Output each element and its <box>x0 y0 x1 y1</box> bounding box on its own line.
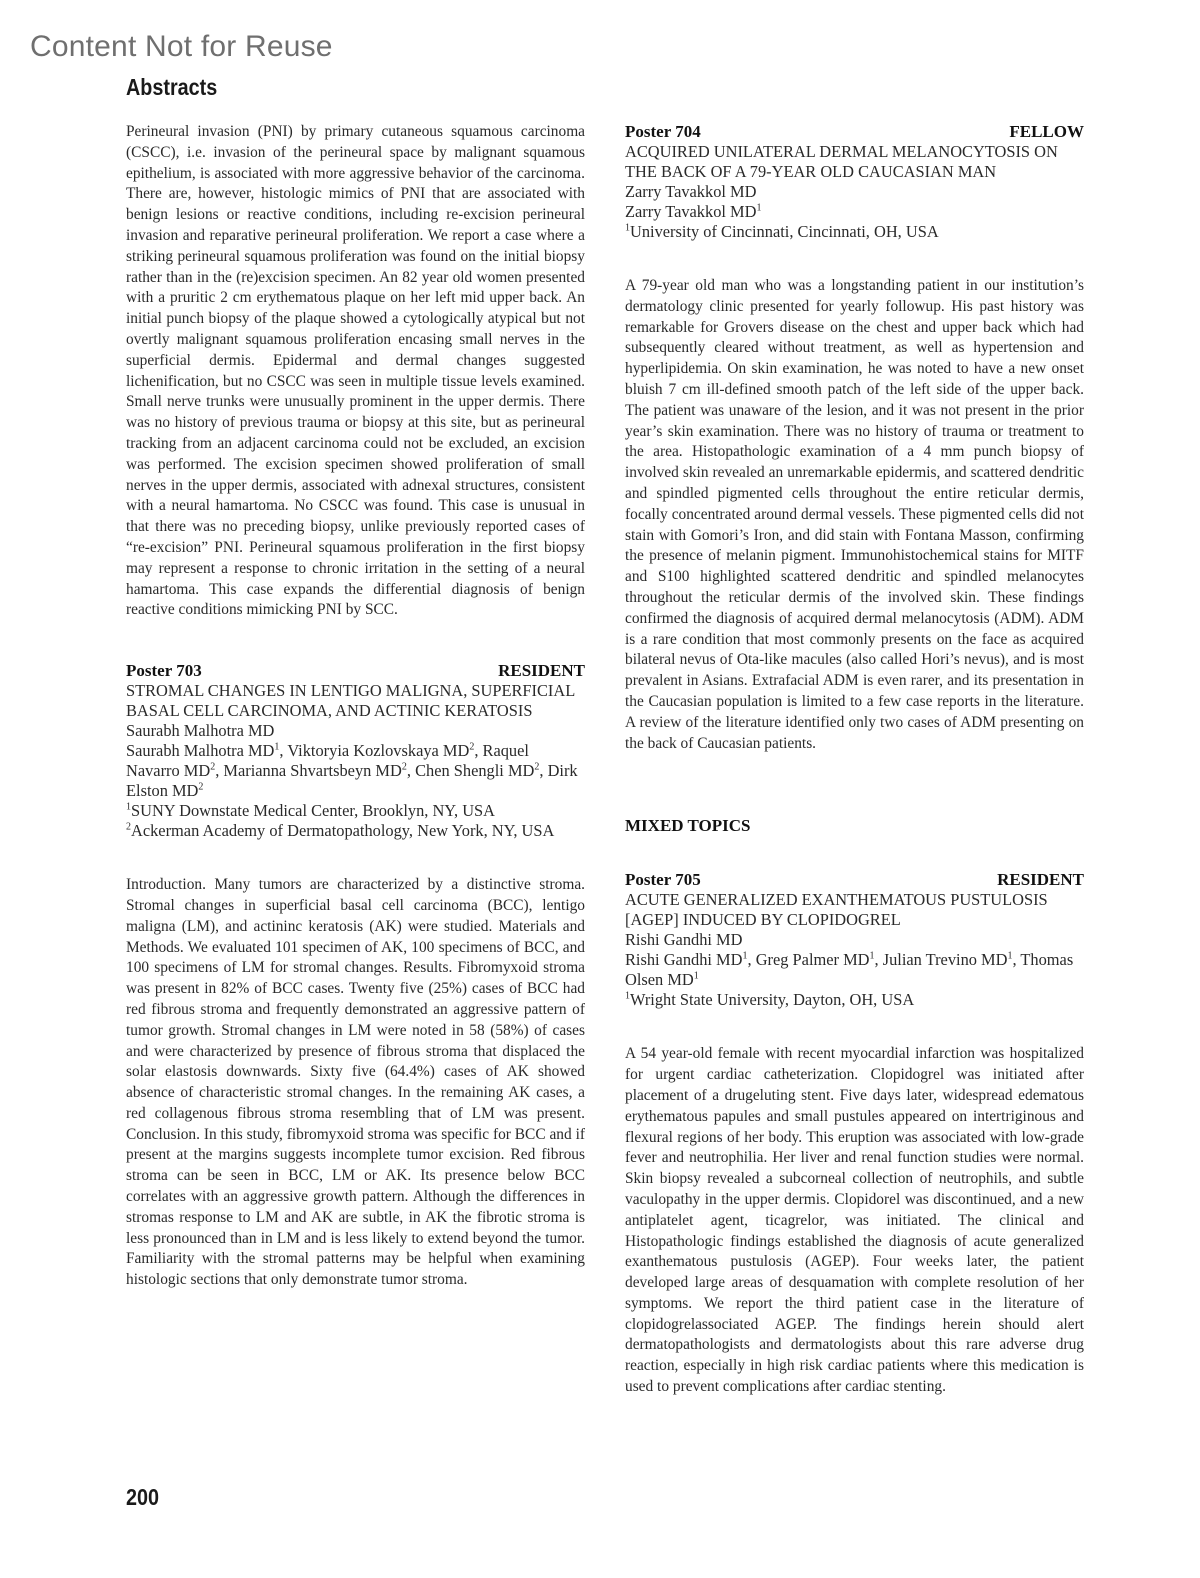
section-title: Abstracts <box>126 74 218 100</box>
right-column <box>625 122 1084 1398</box>
author-affiliation-marker: 1 <box>1007 950 1013 962</box>
author-separator: , <box>279 741 288 761</box>
author-affiliation-marker: 2 <box>401 761 407 773</box>
author-affiliation-marker: 2 <box>534 761 540 773</box>
author-separator: , <box>874 950 883 970</box>
author-name: Raquel Navarro MD <box>126 741 529 781</box>
poster-705-abstract: A 54 year-old female with recent myocardial infarction was hospitalized for urgent cardiac catheterization. Clopidogrel was initiated after placement of a drugeluting stent. Five days later, widespread edematous erythematous papules and small pustules appeared on intertriginous and flexural regions of her body. This eruption was associated with low-grade fever and neutrophilia. Her liver and renal function studies were normal. Skin biopsy revealed a subcorneal collection of neutrophils, and subtle vaculopathy in the upper dermis. Clopidorel was discontinued, and a new antiplatelet agent, ticagrelor, was initiated. The clinical and Histopathologic findings established the diagnosis of acute generalized exanthematous pustulosis (AGEP). Four weeks later, the patient developed large areas of desquamation with complete resolution of her symptoms. We report the third patient case in the literature of clopidogrelassociated AGEP. The findings herein should alert dermatopathologists and dermatologists about this rare adverse drug reaction, especially in high risk cardiac patients where this medication is used to prevent complications after cardiac stenting. <box>625 1045 1084 1396</box>
poster-704-title: ACQUIRED UNILATERAL DERMAL MELANOCYTOSIS ON THE BACK OF A 79-YEAR OLD CAUCASIAN MAN <box>625 142 1058 181</box>
page-number: 200 <box>126 1484 160 1510</box>
affiliation-text: University of Cincinnati, Cincinnati, OH, USA <box>630 222 939 241</box>
affiliation-marker: 1 <box>126 801 131 813</box>
affiliation-line <box>625 222 1084 242</box>
author-affiliation-marker: 1 <box>274 741 280 753</box>
poster-703-category: RESIDENT <box>498 661 585 681</box>
affiliation-text: Ackerman Academy of Dermatopathology, New York, NY, USA <box>131 821 555 841</box>
author-affiliation-marker: 1 <box>693 970 699 982</box>
affiliation-text: Wright State University, Dayton, OH, USA <box>630 990 915 1010</box>
author-separator: , <box>474 741 483 761</box>
author-name: Marianna Shvartsbeyn MD <box>223 761 402 781</box>
mixed-topics-heading: MIXED TOPICS <box>625 816 751 836</box>
author-name: Greg Palmer MD <box>755 950 870 970</box>
author-affiliation-marker: 2 <box>198 781 204 793</box>
poster-703-abstract: Introduction. Many tumors are characterized by a distinctive stroma. Stromal changes in superficial basal cell carcinoma (BCC), lentigo maligna (LM), and actininc keratosis (AK) were studied. Materials and Methods. We evaluated 101 specimen of AK, 100 specimens of BCC, and 100 specimens of LM for stromal changes. Results. Fibromyxoid stroma was present in 82% of BCC cases. Twenty five (25%) cases of BCC had red fibrous stroma and frequently demonstrated an aggressive pattern of tumor growth. Stromal changes in LM were noted in 58 (58%) of cases and were characterized by presence of fibrous stroma that displaced the solar elastosis downwards. Sixty five (64.4%) cases of AK showed absence of characteristic stromal changes. In the remaining AK cases, a red collagenous fibrous stroma resembling that of LM was present. Conclusion. In this study, fibromyxoid stroma was specific for BCC and if present at the margins suggests incomplete tumor excision. Red fibrous stroma can be seen in BCC, LM or AK. Its presence below BCC correlates with an aggressive growth pattern. Although the differences in stromas response to LM and AK are subtle, in AK the fibrotic stroma is less pronounced than in LM and is less likely to extend beyond the tumor. Familiarity with the stromal patterns may be helpful when examining histologic sections that only demonstrate tumor stroma. <box>126 876 585 1289</box>
affiliation-line <box>126 801 585 821</box>
author-affiliation-marker: 2 <box>210 761 216 773</box>
poster-705-block <box>625 870 1084 1010</box>
poster-704-category: FELLOW <box>1009 122 1084 141</box>
author-affiliation-marker: 2 <box>469 741 475 753</box>
author-affiliation-marker: 1 <box>756 202 762 214</box>
author-name: Chen Shengli MD <box>415 761 535 781</box>
poster-705-presenter: Rishi Gandhi MD <box>625 930 743 950</box>
author-name: Viktoryia Kozlovskaya MD <box>287 741 470 761</box>
poster-704-block <box>625 122 1084 242</box>
poster-703-presenter: Saurabh Malhotra MD <box>126 721 275 741</box>
author-separator: , <box>1012 950 1021 970</box>
left-column <box>126 122 585 1291</box>
author-name: Thomas Olsen MD <box>625 950 1074 990</box>
poster-704-header <box>625 122 1084 142</box>
affiliation-marker: 1 <box>625 222 630 234</box>
poster-703-number: Poster 703 <box>126 661 202 681</box>
author-name: Rishi Gandhi MD <box>625 950 743 970</box>
affiliation-marker: 1 <box>625 990 630 1002</box>
intro-abstract-paragraph: Perineural invasion (PNI) by primary cutaneous squamous carcinoma (CSCC), i.e. invasion of the perineural space by malignant squamous epithelium, is associated with more aggressive behavior of the carcinoma. There are, however, histologic mimics of PNI that are associated with benign lesions or reactive conditions, including re-excision perineural invasion and reparative perineural proliferation. We report a case where a striking perineural squamous proliferation was found on the initial biopsy rather than in the (re)excision specimen. An 82 year old women presented with a pruritic 2 cm erythematous plaque on her left mid upper back. An initial punch biopsy of the plaque showed a cytologically atypical but not overtly malignant squamous proliferation encasing small nerves in the superficial dermis. Epidermal and dermal changes suggested lichenification, but no CSCC was seen in multiple tissue levels examined. Small nerve trunks were unusually prominent in the upper dermis. There was no history of previous trauma or biopsy at this site, but as perineural tracking from an adjacent carcinoma could not be excluded, an excision was performed. The excision specimen showed proliferation of small nerves in the upper dermis, associated with adnexal structures, consistent with a neural hamartoma. No CSCC was found. This case is unusual in that there was no preceding biopsy, unlike previously reported cases of “re-excision” PNI. Perineural squamous proliferation in the first biopsy may represent a response to chronic irritation in the setting of a neural hamartoma. This case expands the differential diagnosis of benign reactive conditions mimicking PNI by SCC. <box>126 123 585 619</box>
author-affiliation-marker: 1 <box>869 950 875 962</box>
poster-704-abstract: A 79-year old man who was a longstanding patient in our institution’s dermatology clinic presented for yearly followup. His past history was remarkable for Grovers disease on the chest and upper back which had subsequently cleared without treatment, as well as hypertension and hyperlipidemia. On skin examination, he was noted to have a new onset bluish 7 cm ill-defined smooth patch of the left side of the upper back. The patient was unaware of the lesion, and it was not present in the prior year’s skin examination. There was no history of trauma or treatment to the area. Histopathologic examination of a 4 mm punch biopsy of involved skin revealed an unremarkable epidermis, and scattered dendritic and spindled pigmented cells throughout the entire reticular dermis, focally concentrated around dermal vessels. These pigmented cells did not stain with Gomori’s Iron, and did stain with Fontana Masson, confirming the presence of melanin pigment. Immunohistochemical stains for MITF and S100 highlighted scattered dendritic and spindled melanocytes throughout the reticular dermis of the involved skin. These findings confirmed the diagnosis of acquired dermal melanocytosis (ADM). ADM is a rare condition that most commonly presents on the face as acquired bilateral nevus of Ota-like macules (also called Hori’s nevus), and is most prevalent in Asians. Extrafacial ADM is even rarer, and its presentation in the Caucasian population is limited to a few case reports in the literature. A review of the literature identified only two cases of ADM presenting on the back of Caucasian patients. <box>625 277 1084 752</box>
watermark-text: Content Not for Reuse <box>30 30 333 63</box>
poster-705-affiliations <box>625 990 1084 1010</box>
poster-703-header <box>126 661 585 681</box>
author-name: Dirk Elston MD <box>126 761 578 801</box>
poster-705-number: Poster 705 <box>625 870 701 890</box>
poster-704-authors <box>625 202 1084 222</box>
affiliation-line <box>126 821 585 841</box>
poster-705-header <box>625 870 1084 890</box>
poster-705-title: ACUTE GENERALIZED EXANTHEMATOUS PUSTULOSIS [AGEP] INDUCED BY CLOPIDOGREL <box>625 890 1048 930</box>
poster-705-category: RESIDENT <box>997 870 1084 890</box>
poster-703-title: STROMAL CHANGES IN LENTIGO MALIGNA, SUPERFICIAL BASAL CELL CARCINOMA, AND ACTINIC KERATOSIS <box>126 681 575 721</box>
author-separator: , <box>539 761 548 781</box>
poster-703-authors <box>126 741 585 801</box>
author-name: Saurabh Malhotra MD <box>126 741 275 761</box>
poster-704-number: Poster 704 <box>625 122 701 141</box>
poster-704-presenter: Zarry Tavakkol MD <box>625 182 757 201</box>
author-name: Julian Trevino MD <box>882 950 1008 970</box>
affiliation-text: SUNY Downstate Medical Center, Brooklyn, NY, USA <box>131 801 496 821</box>
affiliation-line <box>625 990 1084 1010</box>
author-name: Zarry Tavakkol MD <box>625 202 757 221</box>
poster-704-affiliations <box>625 222 1084 242</box>
author-separator: , <box>215 761 224 781</box>
author-separator: , <box>747 950 756 970</box>
author-separator: , <box>406 761 416 781</box>
poster-703-block <box>126 661 585 841</box>
affiliation-marker: 2 <box>126 821 131 833</box>
poster-703-affiliations <box>126 801 585 841</box>
poster-705-authors <box>625 950 1084 990</box>
author-affiliation-marker: 1 <box>742 950 748 962</box>
